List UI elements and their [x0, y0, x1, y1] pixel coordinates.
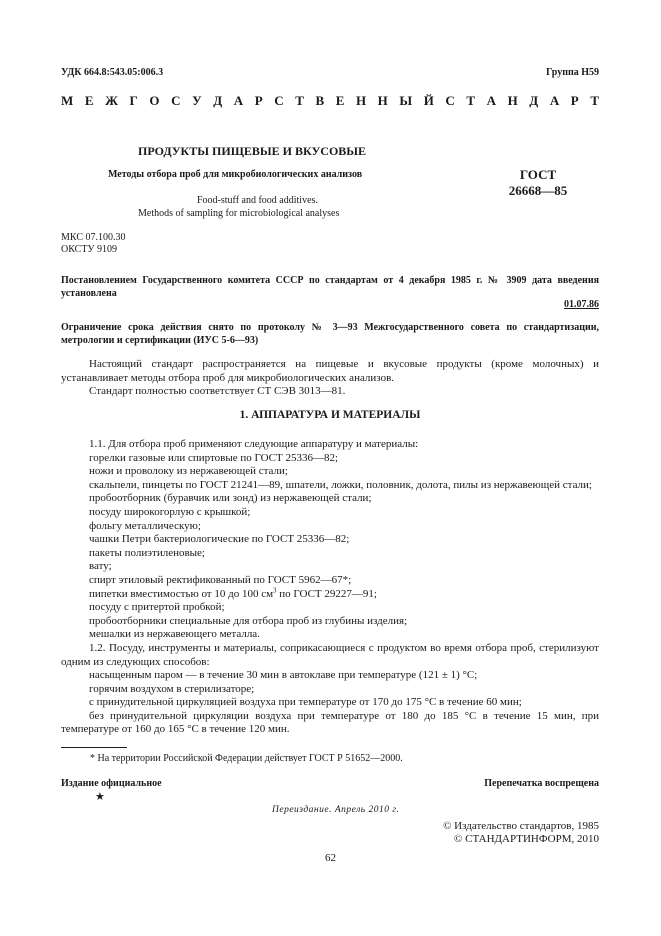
group-code: Группа Н59	[546, 67, 599, 78]
reprint-prohibited: Перепечатка воспрещена	[484, 778, 599, 789]
introduction-date: 01.07.86	[564, 299, 599, 310]
clause-1-2: 1.2. Посуду, инструменты и материалы, соприкасающиеся с продуктом во время отбора проб, стерилизуют одним из следующих способов:	[61, 641, 599, 668]
copyright-1985: © Издательство стандартов, 1985	[443, 820, 599, 832]
page-number: 62	[325, 852, 336, 864]
footnote-divider	[61, 747, 127, 748]
gost-designation	[498, 167, 578, 199]
intro-compliance: Стандарт полностью соответствует СТ СЭВ 3013—81.	[89, 385, 346, 398]
list-item: спирт этиловый ректификованный по ГОСТ 5962—67*;	[89, 573, 352, 586]
list-item: мешалки из нержавеющего металла.	[89, 628, 260, 641]
star-icon: ★	[95, 791, 105, 803]
udk-code: УДК 664.8:543.05:006.3	[61, 67, 164, 78]
list-item: чашки Петри бактериологические по ГОСТ 25336—82;	[89, 533, 350, 546]
mks-code: МКС 07.100.30	[61, 232, 126, 243]
pipette-superscript: 3	[273, 585, 277, 594]
document-title: ПРОДУКТЫ ПИЩЕВЫЕ И ВКУСОВЫЕ	[138, 144, 367, 158]
restriction-note: Ограничение срока действия снято по протоколу № 3—93 Межгосударственного совета по стандартизации, метрологии и сертификации (ИУС 5-6—93)	[61, 322, 599, 346]
intro-section	[61, 358, 599, 399]
copyright-block	[443, 820, 599, 846]
list-item: пробоотборники специальные для отбора проб из глубины изделия;	[89, 614, 408, 627]
standard-banner	[61, 93, 599, 109]
list-item: вату;	[89, 560, 112, 573]
list-item: пробоотборник (буравчик или зонд) из нержавеющей стали;	[89, 492, 372, 505]
method-item: с принудительной циркуляцией воздуха при температуре от 170 до 175 °С в течение 60 мин;	[89, 696, 522, 709]
list-item: фольгу металлическую;	[89, 519, 201, 532]
document-subtitle: Методы отбора проб для микробиологических анализов	[108, 169, 363, 180]
list-item: посуду с притертой пробкой;	[89, 601, 225, 614]
standard-banner-text: М Е Ж Г О С У Д А Р С Т В Е Н Н Ы Й С Т А Н Д А Р Т	[61, 93, 599, 108]
english-title-line2: Methods of sampling for microbiological analyses	[138, 208, 340, 219]
official-edition: Издание официальное	[61, 778, 162, 789]
section-heading: 1. АППАРАТУРА И МАТЕРИАЛЫ	[239, 409, 421, 421]
section-body	[61, 438, 599, 737]
decree-text: Постановлением Государственного комитета СССР по стандартам от 4 декабря 1985 г. № 3909 дата введения установлена	[61, 275, 599, 299]
gost-label: ГОСТ	[519, 167, 557, 182]
reissue-note: Переиздание. Апрель 2010 г.	[272, 805, 400, 815]
list-item: пакеты полиэтиленовые;	[89, 546, 205, 559]
list-item: горелки газовые или спиртовые по ГОСТ 25336—82;	[89, 451, 339, 464]
pipette-standard: по ГОСТ 29227—91;	[276, 587, 377, 600]
pipette-text: пипетки вместимостью от 10 до 100 см	[89, 587, 274, 600]
gost-number: 26668—85	[508, 183, 568, 198]
list-item: ножи и проволоку из нержавеющей стали;	[89, 465, 288, 478]
method-item: горячим воздухом в стерилизаторе;	[89, 682, 255, 695]
copyright-2010: © СТАНДАРТИНФОРМ, 2010	[454, 833, 599, 845]
classification-codes	[61, 232, 125, 256]
clause-1-1: 1.1. Для отбора проб применяют следующие аппаратуру и материалы:	[89, 438, 419, 450]
list-item: скальпели, пинцеты по ГОСТ 21241—89, шпатели, ложки, половник, долота, пилы из нержавеющей стали;	[89, 478, 592, 491]
list-item: посуду широкогорлую с крышкой;	[89, 505, 251, 518]
method-item: насыщенным паром — в течение 30 мин в автоклаве при температуре (121 ± 1) °С;	[89, 669, 478, 682]
method-item: без принудительной циркуляции воздуха при температуре от 180 до 185 °С в течение 15 мин, при температуре от 160 до 165 °С в течение 120 мин.	[61, 709, 599, 736]
intro-paragraph: Настоящий стандарт распространяется на пищевые и вкусовые продукты (кроме молочных) и устанавливает методы отбора проб для микробиологических анализов.	[61, 358, 599, 384]
footnote: * На территории Российской Федерации действует ГОСТ Р 51652—2000.	[90, 753, 403, 764]
okstu-code: ОКСТУ 9109	[61, 244, 118, 255]
list-item-pipettes	[61, 585, 599, 602]
english-title-line1: Food-stuff and food additives.	[197, 195, 318, 206]
